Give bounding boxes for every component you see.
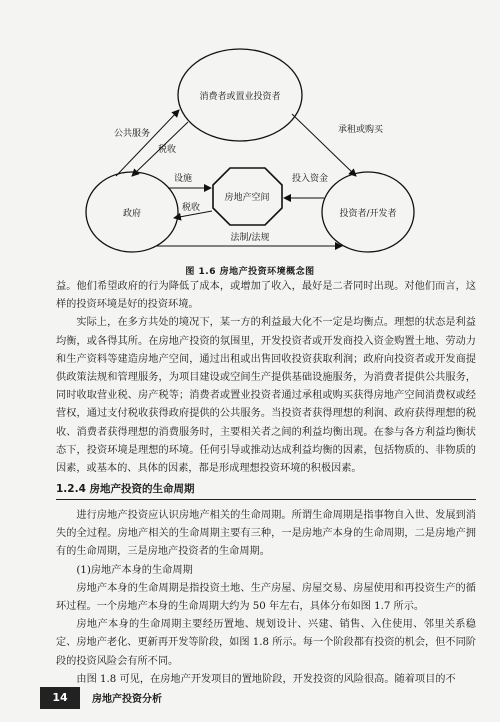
space-label: 房地产空间: [224, 193, 270, 203]
public-service-arrow: [116, 110, 179, 176]
paragraph-3: 进行房地产投资应认识房地产相关的生命周期。所谓生命周期是指事物自入世、发展到消失的全过程。房地产相关的生命周期主要有三种，一是房地产本身的生命周期，二是房地产拥有的生命周期，三是房地产投资者的生命周期。: [56, 510, 476, 558]
rent-buy-label: 承租或购买: [338, 125, 384, 135]
body-block-1: [56, 278, 476, 478]
running-title: 房地产投资分析: [92, 694, 162, 705]
investment-environment-diagram: [50, 28, 450, 260]
paragraph-5: 房地产本身的生命周期是指投资土地、生产房屋、房屋交易、房屋使用和再投资生产的循环过程。一个房地产本身的生命周期大约为 50 年左右，具体分布如图 1.7 所示。: [56, 582, 476, 613]
investor-label: 投资者/开发者: [339, 209, 397, 219]
invest-capital-label: 投入资金: [292, 174, 329, 184]
public-service-label: 公共服务: [114, 129, 151, 139]
tax-mid-label: 税收: [182, 203, 201, 213]
facilities-label: 设施: [174, 174, 193, 184]
government-label: 政府: [122, 209, 142, 219]
rent-buy-arrow: [292, 114, 356, 176]
body-block-2: [56, 507, 476, 689]
paragraph-4: (1)房地产本身的生命周期: [76, 564, 193, 576]
laws-label: 法制/法规: [230, 233, 270, 243]
page-number: 14: [40, 687, 80, 709]
paragraph-6: 房地产本身的生命周期主要经历置地、规划设计、兴建、销售、入住使用、邻里关系稳定、房地产老化、更新再开发等阶段，如图 1.8 所示。每一个阶段都有投资的机会，但不同阶段的投资风险会有所不同。: [56, 619, 476, 667]
paragraph-2: 实际上，在多方共处的境况下，某一方的利益最大化不一定是均衡点。理想的状态是利益均衡，或各得其所。在房地产投资的氛围里，开发投资者或开发商投入资金购置土地、劳动力和生产资料等建造房地产空间，通过出租或出售回收投资获取利润；政府向投资者或开发商提供政策法规和管理服务，为项目建设或空间生产提供基础设施服务，为消费者提供公共服务，同时收取营业税、房产税等；消费者或置业投资者通过承租或购买获得房地产空间消费权或经营权，通过支付税收获得政府提供的公共服务。当投资者获得理想的利润、政府获得理想的税收、消费者获得理想的消费服务时，主要相关者之间的利益均衡出现。在参与各方利益均衡状态下，投资环境是理想的环境。任何引导或推动达成利益均衡的因素，包括物质的、非物质的因素，或基本的、具体的因素，都是形成理想投资环境的积极因素。: [56, 317, 476, 475]
paragraph-7: 由图 1.8 可见，在房地产开发项目的置地阶段，开发投资的风险很高。随着项目的不: [76, 673, 456, 685]
consumer-label: 消费者或置业投资者: [199, 92, 281, 102]
section-heading: 1.2.4 房地产投资的生命周期: [56, 481, 476, 500]
paragraph-1: 益。他们希望政府的行为降低了成本，或增加了收入，最好是二者同时出现。对他们而言，这样的投资环境是好的投资环境。: [56, 281, 476, 311]
figure-caption: 图 1.6 房地产投资环境概念图: [185, 267, 315, 277]
tax-top-label: 税收: [158, 145, 177, 155]
